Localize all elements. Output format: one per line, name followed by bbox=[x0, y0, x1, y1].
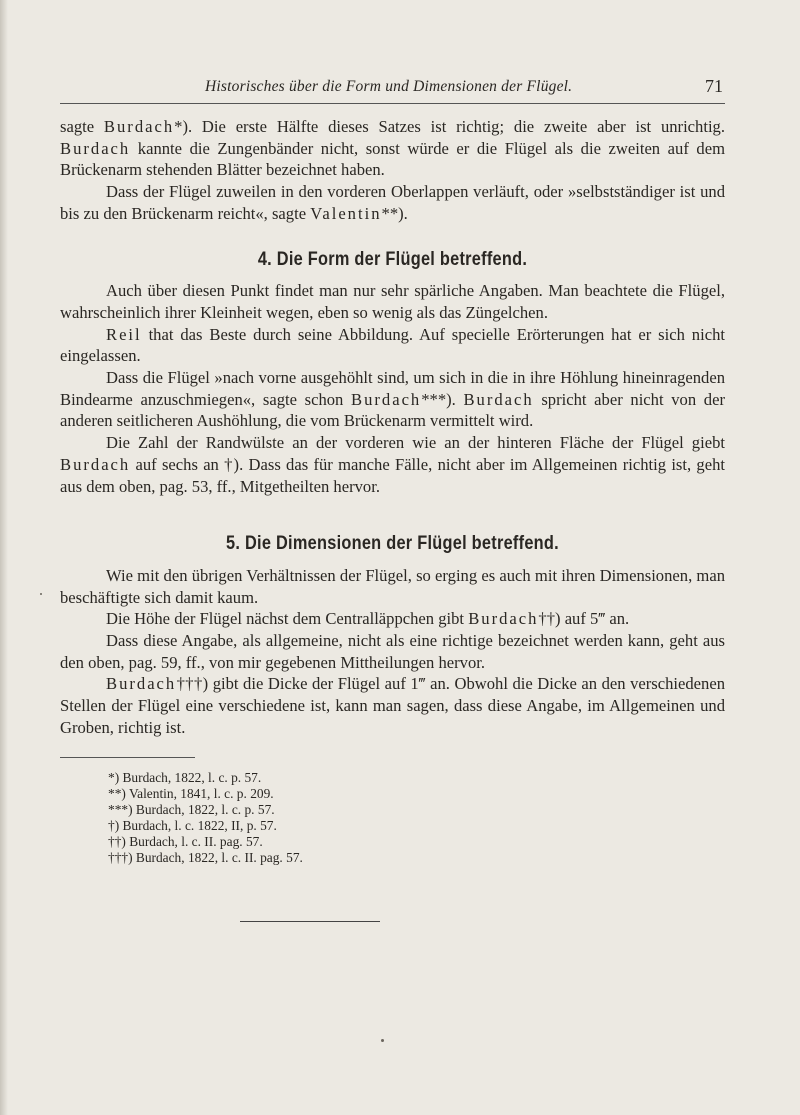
text-run: †††) gibt die Dicke der Flügel auf 1‴ an. Obwohl die Dicke an den verschiedenen Stellen der Flügel eine verschiedene ist, kann man sagen, dass diese Angabe, im Allgemeinen und Groben, richtig ist. bbox=[60, 674, 725, 737]
end-rule bbox=[240, 921, 380, 922]
text-run: Dass die Flügel »nach vorne ausgehöhlt sind, um sich in die in ihre Höhlung hineinragenden Bindearme anzuschmiegen«, sagte schon bbox=[60, 368, 725, 409]
section-heading-4: 4. Die Form der Flügel betreffend. bbox=[257, 248, 528, 270]
text-run: Die Zahl der Randwülste an der vorderen wie an der hinteren Fläche der Flügel giebt bbox=[106, 433, 725, 453]
footnote: ††) Burdach, l. c. II. pag. 57. bbox=[108, 833, 263, 849]
paragraph bbox=[60, 367, 725, 432]
page-edge-shadow bbox=[0, 0, 8, 1115]
text-run: auf sechs an †). Dass das für manche Fälle, nicht aber im Allgemeinen richtig ist, geht aus dem oben, pag. 53, ff., Mitgetheilten hervor. bbox=[60, 454, 725, 496]
paragraph bbox=[60, 116, 725, 181]
section-heading-5: 5. Die Dimensionen der Flügel betreffend. bbox=[226, 533, 559, 555]
author-name: Burdach bbox=[103, 117, 175, 136]
running-head bbox=[60, 78, 725, 102]
paragraph: Dass diese Angabe, als allgemeine, nicht als eine richtige bezeichnet werden kann, geht aus den oben, pag. 59, ff., von mir gegebenen Mittheilungen hervor. bbox=[60, 631, 725, 672]
paper-speck bbox=[40, 593, 42, 595]
author-name: Burdach bbox=[351, 389, 422, 409]
footnote: †††) Burdach, 1822, l. c. II. pag. 57. bbox=[108, 849, 303, 865]
text-run: *). Die erste Hälfte dieses Satzes ist richtig; die zweite aber ist unrichtig. bbox=[174, 117, 726, 136]
text-run: ††) auf 5‴ an. bbox=[538, 609, 630, 629]
paragraph: Auch über diesen Punkt findet man nur sehr spärliche Angaben. Man beachtete die Flügel, wahrscheinlich ihrer Kleinheit wegen, eben so wenig als das Züngelchen. bbox=[60, 281, 725, 322]
running-title: Historisches über die Form und Dimensionen der Flügel. bbox=[205, 78, 573, 95]
header-rule bbox=[60, 103, 725, 104]
footnote: †) Burdach, l. c. 1822, II, p. 57. bbox=[108, 817, 277, 833]
author-name: Burdach bbox=[463, 389, 534, 409]
text-run: Die Höhe der Flügel nächst dem Centralläppchen gibt bbox=[106, 609, 469, 629]
paragraph bbox=[60, 608, 725, 630]
footnote-rule bbox=[60, 757, 195, 758]
author-name: Burdach bbox=[468, 609, 539, 629]
footnote: ***) Burdach, 1822, l. c. p. 57. bbox=[108, 801, 275, 817]
text-run: kannte die Zungenbänder nicht, sonst würde er die Flügel als die zweiten auf dem Brückenarm stehenden Blätter bezeichnet haben. bbox=[60, 138, 725, 180]
text-run: spricht aber nicht von der anderen seitlicheren Aushöhlung, die vom Brückenarm vermittelt wird. bbox=[60, 389, 725, 431]
text-run: sagte bbox=[60, 117, 104, 136]
page-body bbox=[60, 116, 725, 866]
paragraph bbox=[60, 432, 725, 497]
author-name: Burdach bbox=[60, 138, 131, 158]
author-name: Valentin bbox=[310, 203, 382, 223]
author-name: Reil bbox=[106, 324, 142, 344]
text-run: that das Beste durch seine Abbildung. Auf specielle Erörterungen hat er sich nicht eingelassen. bbox=[60, 324, 725, 366]
text-run: **). bbox=[381, 203, 408, 223]
paragraph bbox=[60, 673, 725, 738]
footnotes bbox=[60, 770, 725, 866]
text-run: ***). bbox=[421, 389, 464, 409]
page-number: 71 bbox=[705, 76, 723, 96]
author-name: Burdach bbox=[60, 454, 131, 474]
author-name: Burdach bbox=[106, 674, 177, 694]
footnote: *) Burdach, 1822, l. c. p. 57. bbox=[108, 769, 262, 785]
paragraph bbox=[60, 181, 725, 224]
footnote: **) Valentin, 1841, l. c. p. 209. bbox=[108, 785, 274, 801]
paper-speck bbox=[381, 1039, 384, 1042]
book-page bbox=[60, 0, 725, 1115]
paragraph: Wie mit den übrigen Verhältnissen der Flügel, so erging es auch mit ihren Dimensionen, man beschäftigte sich damit kaum. bbox=[60, 565, 725, 607]
text-run: Dass der Flügel zuweilen in den vorderen Oberlappen verläuft, oder »selbstständiger ist und bis zu den Brückenarm reicht«, sagte bbox=[60, 182, 725, 223]
paragraph bbox=[60, 324, 725, 367]
